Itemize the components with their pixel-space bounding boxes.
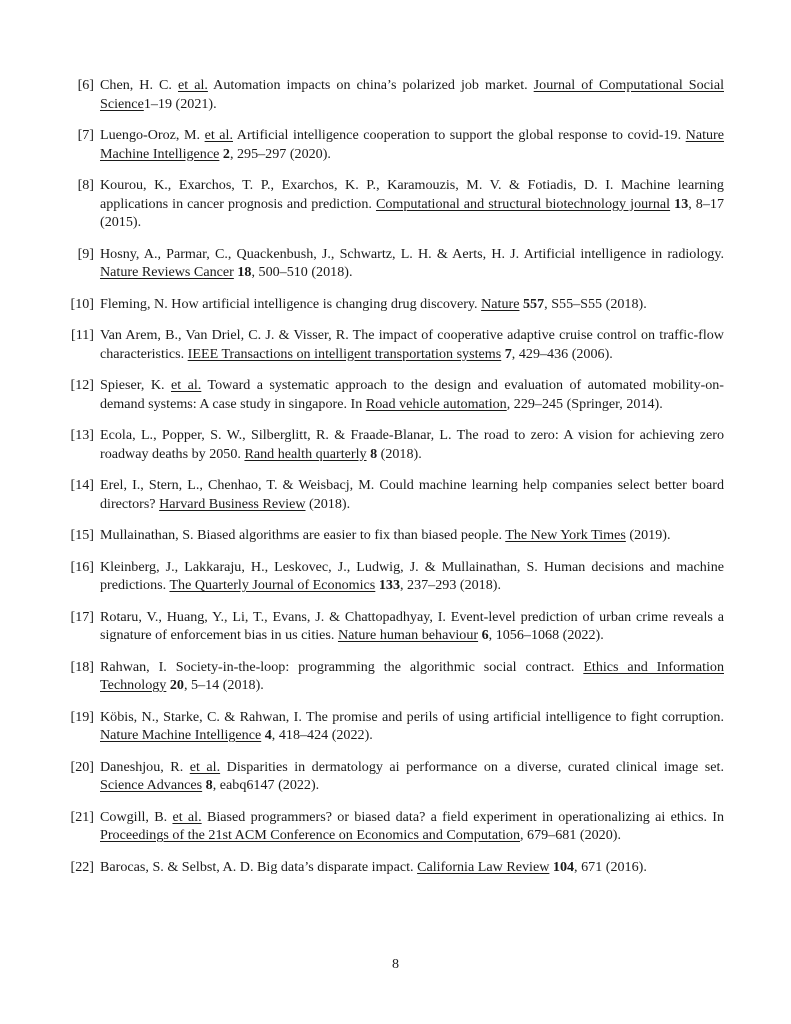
reference-number: [13]	[70, 427, 94, 443]
reference-list	[62, 76, 724, 876]
reference-title: Society-in-the-loop: programming the algorithmic social contract.	[175, 658, 575, 675]
reference-item	[62, 558, 724, 595]
page-number: 8	[391, 956, 400, 972]
reference-title: Disparities in dermatology ai performance on a diverse, curated clinical image set.	[226, 758, 724, 775]
reference-authors: Luengo-Oroz, M.	[100, 127, 201, 143]
reference-item	[62, 426, 724, 463]
reference-title: How artificial intelligence is changing drug discovery.	[171, 295, 478, 312]
reference-details: , 500–510 (2018).	[251, 264, 353, 280]
reference-authors: Cowgill, B.	[100, 808, 168, 825]
reference-authors: Kleinberg, J., Lakkaraju, H., Leskovec, J., Ludwig, J. & Mullainathan, S.	[100, 558, 538, 575]
reference-venue-link[interactable]: The New York Times	[505, 527, 626, 543]
reference-number: [8]	[77, 177, 94, 193]
reference-item	[62, 76, 724, 113]
reference-number: [20]	[70, 758, 94, 775]
reference-venue-link[interactable]: Ethics and Information Technology	[100, 658, 724, 693]
reference-details: , 671 (2016).	[574, 858, 647, 875]
reference-details: (2018).	[377, 445, 422, 462]
reference-volume: 7	[504, 345, 512, 362]
reference-venue-link[interactable]: IEEE Transactions on intelligent transportation systems	[187, 345, 502, 362]
reference-title: The impact of cooperative adaptive cruise control on traffic-flow characteristics.	[100, 327, 724, 362]
reference-number: [19]	[70, 708, 94, 725]
reference-details: (2019).	[625, 527, 671, 543]
reference-volume: 6	[481, 627, 489, 643]
reference-authors: Spieser, K.	[100, 377, 165, 393]
reference-authors: Daneshjou, R.	[100, 758, 184, 775]
reference-number: [11]	[71, 327, 94, 343]
reference-item	[62, 526, 724, 545]
reference-authors: Köbis, N., Starke, C. & Rahwan, I.	[100, 708, 302, 725]
reference-item	[62, 708, 724, 745]
reference-authors: Erel, I., Stern, L., Chenhao, T. & Weisbacj, M.	[100, 477, 375, 493]
reference-details: , 8–17 (2015).	[100, 195, 724, 230]
reference-authors: Van Arem, B., Van Driel, C. J. & Visser, R.	[100, 327, 349, 343]
reference-item	[62, 376, 724, 413]
reference-volume: 8	[205, 777, 213, 793]
reference-title: Human decisions and machine predictions.	[100, 558, 724, 593]
reference-authors: Kourou, K., Exarchos, T. P., Exarchos, K. P., Karamouzis, M. V. & Fotiadis, D. I.	[100, 177, 614, 193]
reference-details: , 229–245 (Springer, 2014).	[506, 395, 663, 412]
reference-venue-link[interactable]: Nature Machine Intelligence	[100, 127, 725, 162]
reference-etal-link[interactable]: et al.	[178, 77, 208, 93]
reference-title: The road to zero: A vision for achieving zero roadway deaths by 2050.	[100, 427, 724, 462]
reference-item	[62, 326, 724, 363]
reference-volume: 20	[169, 677, 184, 693]
reference-title: Automation impacts on china’s polarized job market.	[213, 77, 528, 93]
reference-venue-link[interactable]: Harvard Business Review	[159, 495, 306, 512]
reference-item	[62, 176, 724, 232]
reference-details: (2018).	[305, 495, 351, 512]
reference-details: 1–19 (2021).	[143, 95, 217, 112]
reference-authors: Fleming, N.	[100, 295, 168, 312]
reference-authors: Barocas, S. & Selbst, A. D.	[100, 858, 254, 875]
reference-details: , S55–S55 (2018).	[544, 295, 647, 312]
reference-venue-link[interactable]: Road vehicle automation	[365, 395, 507, 412]
reference-item	[62, 858, 724, 877]
reference-number: [17]	[70, 608, 94, 625]
reference-authors: Chen, H. C.	[100, 77, 172, 93]
reference-authors: Mullainathan, S.	[100, 527, 194, 543]
reference-item	[62, 658, 724, 695]
reference-details: , eabq6147 (2022).	[212, 777, 320, 793]
reference-number: [22]	[70, 858, 94, 875]
reference-title: Big data’s disparate impact.	[257, 858, 414, 875]
reference-venue-link[interactable]: Rand health quarterly	[244, 445, 367, 462]
reference-venue-link[interactable]: Nature Reviews Cancer	[100, 264, 234, 280]
reference-authors: Ecola, L., Popper, S. W., Silberglitt, R. & Fraade-Blanar, L.	[100, 427, 452, 443]
reference-volume: 8	[370, 445, 378, 462]
reference-title: The promise and perils of using artificial intelligence to fight corruption.	[305, 708, 725, 725]
reference-number: [18]	[70, 658, 94, 675]
reference-title: Biased algorithms are easier to fix than biased people.	[197, 527, 502, 543]
reference-title: Machine learning applications in cancer prognosis and prediction.	[100, 177, 724, 212]
reference-number: [6]	[77, 77, 94, 93]
reference-details: , 679–681 (2020).	[520, 827, 621, 843]
reference-details: , 295–297 (2020).	[229, 145, 331, 162]
reference-title: Biased programmers? or biased data? a field experiment in operationalizing ai ethics.	[206, 808, 707, 825]
reference-title: Event-level prediction of urban crime reveals a signature of enforcement bias in us cities.	[100, 608, 724, 643]
reference-number: [14]	[70, 477, 94, 493]
reference-etal-link[interactable]: et al.	[204, 127, 233, 143]
reference-volume: 133	[378, 577, 400, 593]
reference-volume: 18	[237, 264, 252, 280]
reference-venue-link[interactable]: Proceedings of the 21st ACM Conference on Economics and Computation	[100, 827, 520, 843]
reference-details: , 1056–1068 (2022).	[488, 627, 604, 643]
reference-venue-link[interactable]: California Law Review	[417, 858, 550, 875]
reference-authors: Hosny, A., Parmar, C., Quackenbush, J., Schwartz, L. H. & Aerts, H. J.	[100, 245, 520, 262]
reference-number: [21]	[70, 808, 94, 825]
reference-title: Could machine learning help companies select better board directors?	[100, 477, 724, 512]
reference-title: Artificial intelligence cooperation to support the global response to covid-19.	[236, 127, 682, 143]
reference-etal-link[interactable]: et al.	[172, 808, 202, 825]
reference-venue-link[interactable]: Science Advances	[100, 777, 203, 793]
reference-volume: 104	[552, 858, 575, 875]
reference-number: [16]	[70, 558, 94, 575]
reference-number: [10]	[70, 295, 94, 312]
reference-details: , 5–14 (2018).	[183, 677, 264, 693]
reference-item	[62, 758, 724, 795]
reference-number: [7]	[77, 127, 94, 143]
reference-volume: 2	[222, 145, 230, 162]
reference-item	[62, 476, 724, 513]
reference-details: , 418–424 (2022).	[271, 727, 373, 743]
reference-title: Artificial intelligence in radiology.	[523, 245, 724, 262]
reference-volume: 557	[523, 295, 545, 312]
reference-venue-link[interactable]: Computational and structural biotechnology journal	[375, 195, 671, 212]
reference-venue-link[interactable]: Nature	[481, 295, 520, 312]
reference-etal-link[interactable]: et al.	[171, 377, 202, 393]
reference-venue-link[interactable]: The Quarterly Journal of Economics	[169, 577, 376, 593]
reference-number: [12]	[70, 377, 94, 393]
reference-authors: Rotaru, V., Huang, Y., Li, T., Evans, J. & Chattopadhyay, I.	[100, 608, 446, 625]
reference-number: [9]	[77, 245, 94, 262]
reference-title: Toward a systematic approach to the design and evaluation of automated mobility-on-demand systems: A case study in singapore.	[100, 377, 725, 412]
reference-in: In	[350, 395, 363, 412]
reference-volume: 4	[264, 727, 272, 743]
reference-number: [15]	[70, 527, 94, 543]
reference-item	[62, 126, 724, 163]
reference-venue-link[interactable]: Nature Machine Intelligence	[100, 727, 262, 743]
reference-item	[62, 295, 724, 314]
reference-etal-link[interactable]: et al.	[189, 758, 221, 775]
reference-details: , 237–293 (2018).	[399, 577, 501, 593]
reference-details: , 429–436 (2006).	[511, 345, 613, 362]
reference-item	[62, 245, 724, 282]
reference-venue-link[interactable]: Nature human behaviour	[337, 627, 479, 643]
reference-item	[62, 608, 724, 645]
reference-in: In	[712, 808, 725, 825]
reference-volume: 13	[674, 195, 689, 212]
reference-venue-link[interactable]: Journal of Computational Social Science	[100, 77, 724, 112]
reference-item	[62, 808, 724, 845]
reference-authors: Rahwan, I.	[100, 658, 167, 675]
